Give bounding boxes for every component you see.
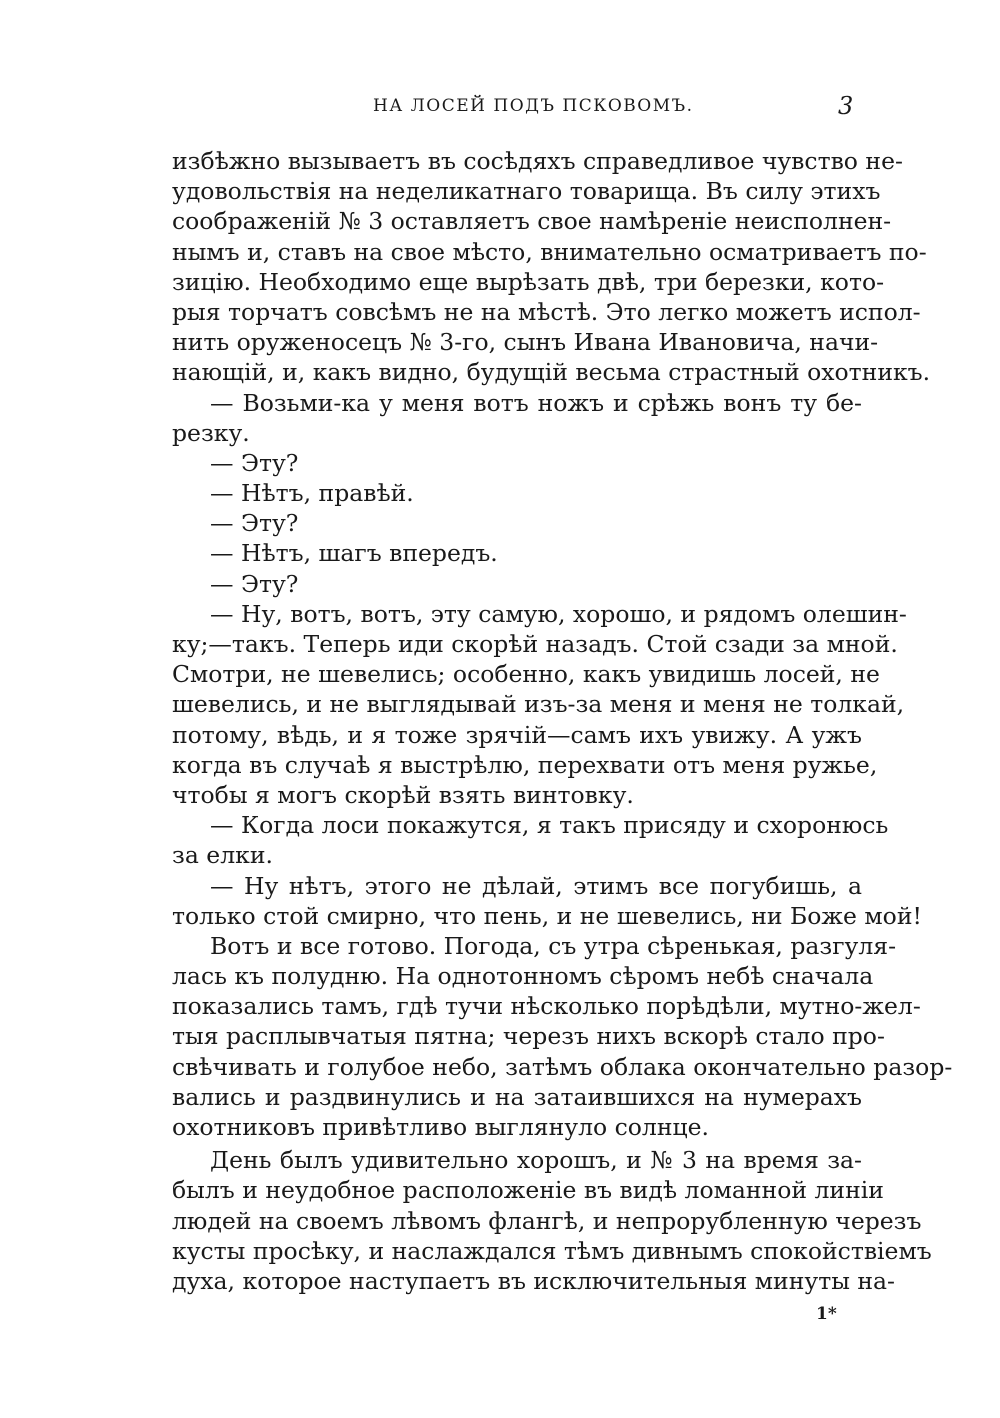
text-line: резку. <box>172 418 250 447</box>
text-line: — Эту? <box>210 569 299 598</box>
text-line: чтобы я могъ скорѣй взять винтовку. <box>172 780 634 809</box>
body-text <box>172 146 953 1296</box>
text-line: — Ну, вотъ, вотъ, эту самую, хорошо, и рядомъ олешин- <box>210 599 907 628</box>
text-line: — Возьми-ка у меня вотъ ножъ и срѣжь вонъ ту бе- <box>210 388 862 417</box>
text-line: — Эту? <box>210 509 299 538</box>
text-line: избѣжно вызываетъ въ сосѣдяхъ справедливое чувство не- <box>172 147 903 175</box>
text-line: нымъ и, ставъ на свое мѣсто, внимательно осматриваетъ по- <box>172 237 927 266</box>
text-line: — Когда лоси покажутся, я такъ присяду и схоронюсь <box>210 811 889 840</box>
text-line: ку;—такъ. Теперь иди скорѣй назадъ. Стой сзади за мной. <box>172 630 898 658</box>
text-line: охотниковъ привѣтливо выглянуло солнце. <box>172 1113 710 1141</box>
text-line: зицію. Необходимо еще вырѣзать двѣ, три березки, кото- <box>172 267 885 296</box>
text-line: свѣчивать и голубое небо, затѣмъ облака окончательно разор- <box>172 1052 953 1081</box>
text-line: соображеній № 3 оставляетъ свое намѣреніе неисполнен- <box>172 207 892 236</box>
text-line: только стой смирно, что пень, и не шевелись, ни Боже мой! <box>172 901 922 930</box>
text-line: потому, вѣдь, и я тоже зрячій—самъ ихъ увижу. А ужъ <box>172 720 862 749</box>
page-number: 3 <box>838 92 854 120</box>
text-line: — Нѣтъ, шагъ впередъ. <box>210 539 498 568</box>
text-line: былъ и неудобное расположеніе въ видѣ ломанной линіи <box>172 1176 884 1205</box>
text-line: вались и раздвинулись и на затаившихся на нумерахъ <box>172 1082 862 1111</box>
text-line: Вотъ и все готово. Погода, съ утра сѣренькая, разгуля- <box>210 931 897 960</box>
text-line: нающій, и, какъ видно, будущій весьма страстный охотникъ. <box>172 358 931 387</box>
text-line: нить оруженосецъ № 3-го, сынъ Ивана Ивановича, начи- <box>172 328 879 357</box>
text-line: духа, которое наступаетъ въ исключительныя минуты на- <box>172 1266 895 1295</box>
text-line: — Ну нѣтъ, этого не дѣлай, этимъ все погубишь, а <box>210 871 862 900</box>
text-line: за елки. <box>172 841 273 870</box>
signature-mark: 1* <box>816 1304 837 1324</box>
text-line: День былъ удивительно хорошъ, и № 3 на время за- <box>210 1146 862 1175</box>
text-line: когда въ случаѣ я выстрѣлю, перехвати отъ меня ружье, <box>172 750 878 779</box>
text-line: рыя торчатъ совсѣмъ не на мѣстѣ. Это легко можетъ испол- <box>172 297 921 326</box>
text-line: показались тамъ, гдѣ тучи нѣсколько порѣдѣли, мутно-жел- <box>172 992 921 1021</box>
text-line: Смотри, не шевелись; особенно, какъ увидишь лосей, не <box>172 660 880 689</box>
text-line: — Нѣтъ, правѣй. <box>210 479 414 508</box>
text-line: людей на своемъ лѣвомъ флангѣ, и непрорубленную черезъ <box>172 1206 922 1235</box>
text-line: лась къ полудню. На однотонномъ сѣромъ небѣ сначала <box>172 962 874 991</box>
text-line: — Эту? <box>210 448 299 477</box>
text-line: кусты просѣку, и наслаждался тѣмъ дивнымъ спокойствіемъ <box>172 1236 932 1265</box>
text-line: тыя расплывчатыя пятна; черезъ нихъ вскорѣ стало про- <box>172 1022 885 1051</box>
text-line: шевелись, и не выглядывай изъ-за меня и меня не толкай, <box>172 690 905 719</box>
running-head <box>0 92 1000 122</box>
running-title: НА ЛОСЕЙ ПОДЪ ПСКОВОМЪ. <box>373 96 694 116</box>
text-line: удовольствія на неделикатнаго товарища. Въ силу этихъ <box>172 177 881 206</box>
